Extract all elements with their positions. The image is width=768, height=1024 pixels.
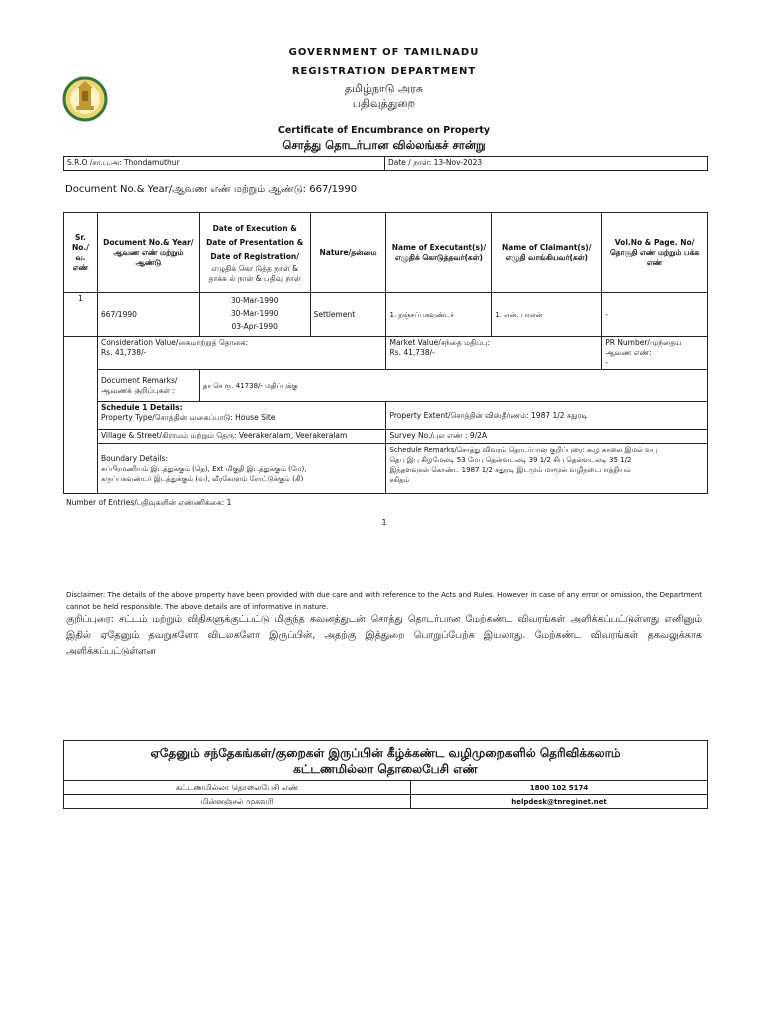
- village-street: Village & Street/கிராமம் மற்றும் தெரு: Veerakeralam, Veerakeralam: [97, 430, 386, 444]
- entry-date-presentation: 30-Mar-1990: [230, 309, 279, 318]
- header-vol: Vol.No & Page. No/ தொகுதி எண் மற்றும் பக்க எண்: [602, 213, 708, 293]
- entry-claimant: 1. என். பாலன்: [492, 293, 602, 337]
- schedule-remarks-line-3: இந்தளவுகள் கொண்ட 1987 1/2 சதுரடி இடமும் மாமூல் வழிநடைபாத்தியம்: [389, 466, 631, 474]
- table-header-row: [64, 213, 708, 293]
- email-address[interactable]: helpdesk@tnreginet.net: [411, 795, 708, 809]
- schedule-cell: [97, 402, 386, 430]
- consideration-value: Rs. 41,738/-: [100, 348, 147, 357]
- entry-date-registration: 03-Apr-1990: [231, 322, 278, 331]
- header-executant: Name of Executant(s)/ எழுதிக் கொடுத்தவர்(கள்): [386, 213, 492, 293]
- contact-heading-2: கட்டணமில்லா தொலைபேசி எண்: [293, 761, 478, 776]
- boundary-title: Boundary Details:: [100, 453, 168, 463]
- entry-date-execution: 30-Mar-1990: [230, 296, 279, 305]
- market-cell: [386, 337, 602, 370]
- property-type: Property Type/சொத்தின் வகைப்பாடு: House Site: [100, 413, 276, 422]
- contact-heading-cell: [64, 741, 708, 781]
- pr-value: -: [605, 358, 608, 367]
- dept-title: REGISTRATION DEPARTMENT: [291, 66, 477, 77]
- boundary-line-1: சுப்பிரமணியம் இடத்துக்கும் (தெ), Ext மிகுதி இடத்துக்கும் (மே),: [100, 464, 307, 473]
- certificate-title: Certificate of Encumbrance on Property: [277, 125, 491, 136]
- entry-executant: 1. நஞ்சப்பகவுண்டர்: [386, 293, 492, 337]
- date-cell: Date / நாள்: 13-Nov-2023: [385, 157, 708, 171]
- header-srno: Sr. No./ வ. எண்: [64, 213, 98, 293]
- tollfree-label: கட்டணமில்லா தொலைபேசி எண்: [64, 781, 411, 795]
- contact-heading-1: ஏதேனும் சந்தேகங்கள்/குறைகள் இருப்பின் கீழ்க்கண்ட வழிமுறைகளில் தெரிவிக்கலாம்: [150, 745, 621, 760]
- boundary-line-2: கருப்பகவுண்டர் இடத்துக்கும் (வ), வீரகேரளம் ரோட்டுக்கும் (கி): [100, 474, 304, 483]
- dept-title-tamil: பதிவுத்துறை: [352, 97, 416, 110]
- sro-cell: S.R.O /சா.ப.அ: Thondamuthur: [64, 157, 385, 171]
- consideration-label: Consideration Value/கைமாற்றுத் தொகை:: [100, 338, 249, 347]
- schedule-remarks-line-1: Schedule Remarks/சொத்து விவரம் தொடர்பான குறிப்புரை: கூழ காலை இமல் வபு: [389, 446, 658, 454]
- survey-number: Survey No./புல எண் : 9/2A: [386, 430, 708, 444]
- property-extent: Property Extent/சொத்தின் விஸ்தீர்ணம்: 1987 1/2 சதுரடி: [386, 402, 708, 430]
- header-nature: Nature/தன்மை: [310, 213, 386, 293]
- value-row: [64, 337, 708, 370]
- boundary-row: [64, 444, 708, 494]
- entries-count: Number of Entries/பதிவுகளின் எண்ணிக்கை: 1: [66, 498, 232, 507]
- entry-srno: 1: [64, 293, 98, 337]
- remarks-row: [64, 370, 708, 402]
- pr-label: PR Number/முந்தைய ஆவண எண்:: [605, 338, 682, 357]
- tollfree-row: [64, 781, 708, 795]
- document-number-line: Document No.& Year/ஆவண எண் மற்றும் ஆண்டு: 667/1990: [65, 184, 358, 195]
- schedule-remarks-cell: [386, 444, 708, 494]
- remarks-label: Document Remarks/: [100, 375, 178, 385]
- consideration-cell: [97, 337, 386, 370]
- disclaimer-tamil: குறிப்புரை: சட்டம் மற்றும் விதிகளுக்குட்பட்டு மிகுந்த கவனத்துடன் சொத்து தொடர்பான மேற்கண்ட விவரங்கள் அளிக்கப்பட்டுள்ளது எனினும் இதில் ஏதேனும் தவறுகளோ விடலகளோ இருப்பின், அதற்கு இத்துறை பொறுப்பேற்க இயலாது. மேற்கண்ட விவரங்கள் தகவலுக்காக அளிக்கப்பட்டுள்ளன: [66, 614, 702, 657]
- header-dates-ta: எழுதிக் கொ டுத்த நாள் & தாக்க ல் நாள் & பதிவு நாள்: [208, 263, 301, 283]
- table-row: [64, 293, 708, 337]
- header-dates: [199, 213, 310, 293]
- remarks-value: தா செ ரூ. 41738/- மதிப்புக்கு: [199, 370, 707, 402]
- entry-docno: 667/1990: [97, 293, 199, 337]
- remarks-label-cell: [97, 370, 199, 402]
- email-row: [64, 795, 708, 809]
- schedule-row: [64, 402, 708, 430]
- village-row: [64, 430, 708, 444]
- entry-vol: -: [602, 293, 708, 337]
- boundary-cell: [97, 444, 386, 494]
- sro-date-table: [63, 156, 708, 171]
- schedule-remarks-line-4: சகிதம்: [389, 476, 410, 484]
- header-docno: Document No.& Year/ ஆவண எண் மற்றும் ஆண்டு: [97, 213, 199, 293]
- schedule-title: Schedule 1 Details:: [100, 403, 183, 412]
- disclaimer-english: Disclaimer: The details of the above property have been provided with due care and with reference to the Acts and Rules. However in case of any error or omission, the Department cannot be held responsible. The above details are of informative in nature.: [66, 591, 702, 611]
- tollfree-number[interactable]: 1800 102 5174: [411, 781, 708, 795]
- header-claimant: Name of Claimant(s)/எழுதி வாங்கியவர்(கள்): [492, 213, 602, 293]
- entry-dates: [199, 293, 310, 337]
- contact-heading-row: [64, 741, 708, 781]
- remarks-label-tamil: ஆவணக் குறிப்புகள் :: [100, 385, 176, 395]
- page-number: 1: [381, 518, 387, 527]
- contact-table: [63, 740, 708, 809]
- header-dates-en: Date of Execution & Date of Presentation & Date of Registration/: [206, 223, 304, 261]
- certificate-title-tamil: சொத்து தொடர்பான வில்லங்கச் சான்று: [282, 138, 486, 152]
- govt-title: GOVERNMENT OF TAMILNADU: [288, 47, 480, 58]
- govt-title-tamil: தமிழ்நாடு அரசு: [344, 82, 424, 95]
- encumbrance-table: [63, 212, 708, 494]
- entry-nature: Settlement: [310, 293, 386, 337]
- email-label: மின்னஞ்சல் முகவரி: [64, 795, 411, 809]
- pr-cell: [602, 337, 708, 370]
- market-label: Market Value/சந்தை மதிப்பு:: [389, 338, 490, 347]
- market-value: Rs. 41,738/-: [389, 348, 435, 357]
- schedule-remarks-line-2: தெபு இபு கிழமேலடி 53 மேபு தென்வடலடி 39 1/2 கிபு தென்வடலடி 35 1/2: [389, 456, 632, 464]
